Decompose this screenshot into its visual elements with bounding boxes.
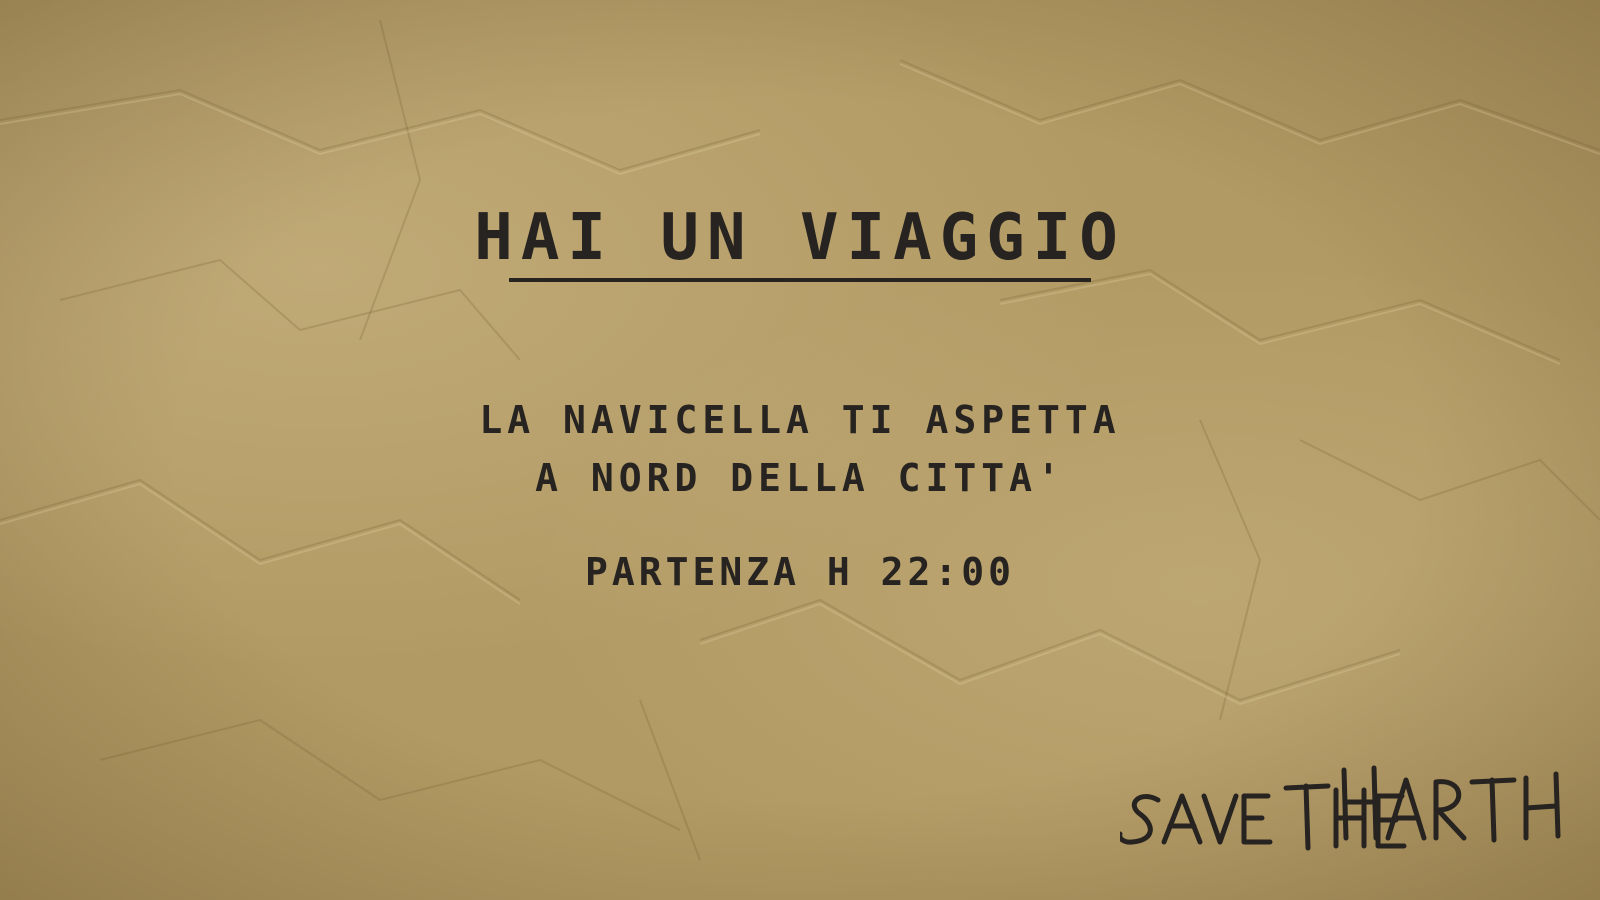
message-line-2: A NORD DELLA CITTA' [535, 456, 1065, 500]
title-underline [509, 278, 1091, 282]
note-title: HAI UN VIAGGIO [474, 201, 1126, 275]
message-line-1: LA NAVICELLA TI ASPETTA [479, 398, 1121, 442]
departure-time: PARTENZA H 22:00 [584, 550, 1016, 594]
handwritten-signature [1120, 760, 1590, 870]
